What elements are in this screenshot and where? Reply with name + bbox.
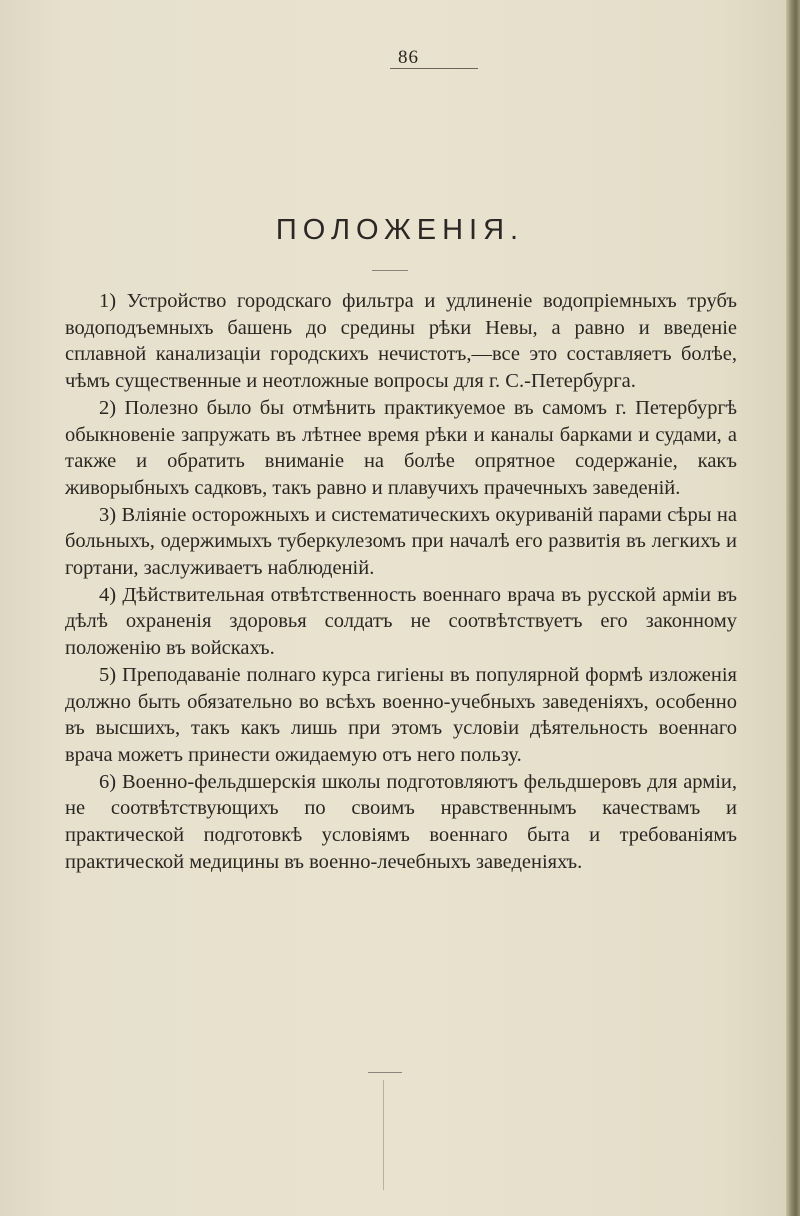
thesis-paragraph-5: 5) Преподаваніе полнаго курса гигіены въ популярной формѣ изложенія должно быть обязательно во всѣхъ военно-учебныхъ заведеніяхъ, особенно въ высшихъ, такъ какъ лишь при этомъ условіи дѣятельность военнаго врача можетъ принести ожидаемую отъ него пользу.: [65, 663, 737, 766]
page-number: 86: [390, 48, 478, 69]
page-heading: ПОЛОЖЕНІЯ.: [275, 214, 525, 246]
thesis-paragraph-6: 6) Военно-фельдшерскія школы подготовляютъ фельдшеровъ для арміи, не соотвѣтствующихъ по своимъ нравственнымъ качествамъ и практической подготовкѣ условіямъ военнаго быта и требованіямъ практической медицины въ военно-лечебныхъ заведеніяхъ.: [65, 770, 737, 873]
thesis-paragraph-1: 1) Устройство городскаго фильтра и удлиненіе водопріемныхъ трубъ водоподъемныхъ башень до средины рѣки Невы, а равно и введеніе сплавной канализаціи городскихъ нечистотъ,—все это составляетъ болѣе, чѣмъ существенные и неотложные вопросы для г. С.-Петербурга.: [65, 290, 737, 393]
thesis-paragraph-2: 2) Полезно было бы отмѣнить практикуемое въ самомъ г. Петербургѣ обыкновеніе запружать въ лѣтнее время рѣки и каналы барками и судами, а также и обратить вниманіе на болѣе опрятное содержаніе, какъ живорыбныхъ садковъ, такъ равно и плавучихъ прачечныхъ заведеній.: [65, 396, 737, 499]
theses-text: [65, 288, 737, 875]
end-divider: [368, 1072, 402, 1073]
heading-divider: [372, 270, 408, 271]
thesis-paragraph-4: 4) Дѣйствительная отвѣтственность военнаго врача въ русской арміи въ дѣлѣ охраненія здоровья солдатъ не соотвѣтствуетъ его законному положенію въ войскахъ.: [65, 583, 737, 660]
book-binding-edge: [786, 0, 800, 1216]
thesis-paragraph-3: 3) Вліяніе осторожныхъ и систематическихъ окуриваній парами сѣры на больныхъ, одержимыхъ туберкулезомъ при началѣ его развитія въ легкихъ и гортани, заслуживаетъ наблюденій.: [65, 503, 737, 580]
scan-artifact-line: [383, 1080, 384, 1190]
